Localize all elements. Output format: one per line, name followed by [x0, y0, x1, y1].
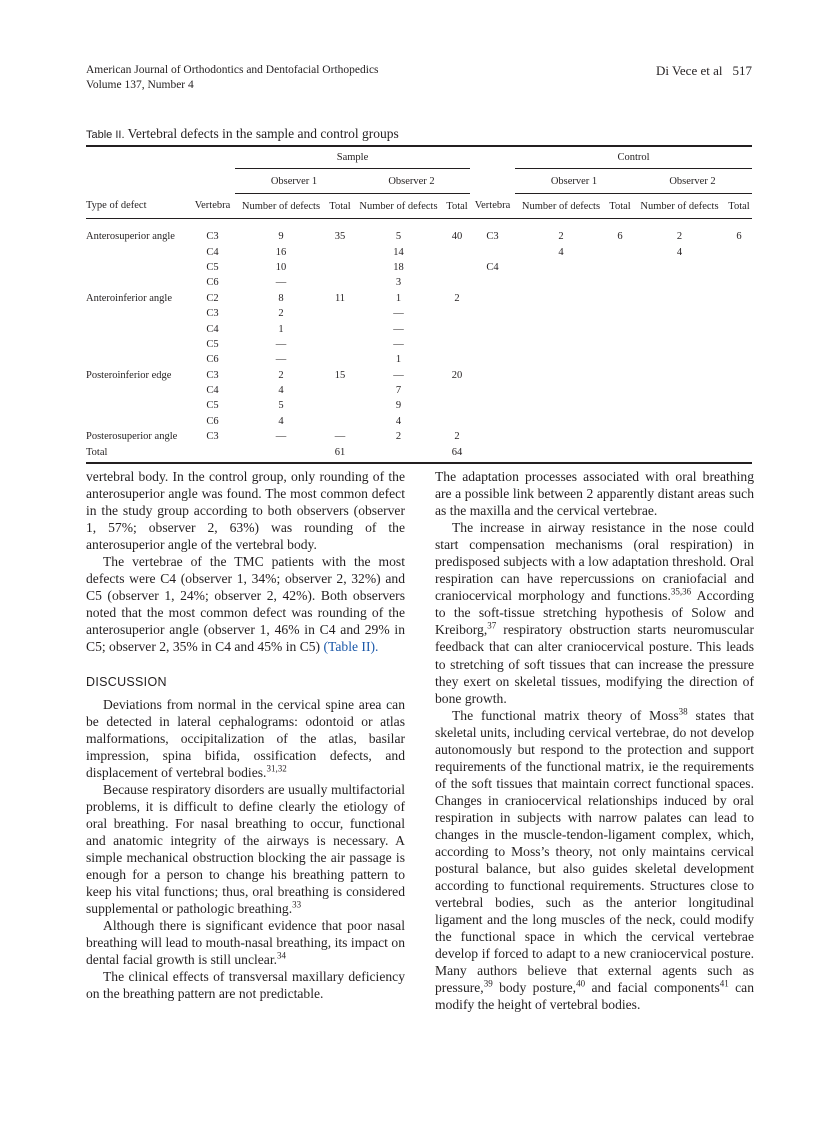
table-cell: — — [393, 369, 404, 381]
table-cell — [515, 368, 607, 383]
table-cell — [633, 321, 726, 336]
column-header-vertebra: Vertebra — [190, 194, 235, 219]
table-cell — [444, 352, 470, 367]
table-cell — [633, 368, 726, 383]
table-cell: 9 — [395, 400, 402, 412]
table-cell: Posterosuperior angle — [86, 431, 178, 443]
table-cell: — — [275, 338, 287, 350]
table-cell: — — [275, 431, 287, 443]
table-cell — [633, 291, 726, 306]
table-cell: C3 — [486, 231, 499, 243]
table-cell — [327, 244, 353, 259]
column-header-type: Type of defect — [86, 194, 190, 219]
control-observer-1-header: Observer 1 — [515, 169, 633, 194]
table-cell: 15 — [334, 369, 346, 381]
table-cell: C3 — [206, 369, 219, 381]
table-cell — [327, 398, 353, 413]
table-cell — [327, 275, 353, 290]
table-cell — [86, 398, 190, 413]
paragraph: Although there is significant evidence that poor nasal breathing will lead to mouth-nasal breathing, its impact on dental facial growth is still unclear.$^{34}$ — [86, 918, 405, 968]
table-cell — [86, 306, 190, 321]
table-cell: Anterosuperior angle — [86, 231, 175, 243]
table-cell: 14 — [393, 246, 404, 258]
table-cell — [607, 414, 633, 429]
column-header-total: Total — [726, 194, 752, 219]
table-label: Table II. — [86, 129, 125, 141]
table-cell: 61 — [327, 444, 353, 462]
right-text-column — [435, 468, 754, 1014]
table-row — [86, 414, 752, 429]
citation: 39 — [483, 978, 493, 989]
table-cell — [515, 275, 607, 290]
table-cell: Anteroinferior angle — [86, 292, 173, 304]
table-row — [86, 444, 752, 462]
table-row — [86, 321, 752, 336]
table-cell: C6 — [206, 415, 219, 427]
table-cell: C6 — [206, 354, 219, 366]
table-cell — [726, 337, 752, 352]
table-cell: — — [393, 308, 404, 320]
table-cell — [726, 383, 752, 398]
table-cell: 7 — [395, 385, 402, 397]
table-cell: 4 — [278, 385, 284, 397]
table-cell: 2 — [454, 431, 460, 443]
table-row — [86, 398, 752, 413]
table-row — [86, 337, 752, 352]
table-cell — [470, 275, 515, 290]
table-cell: 4 — [278, 415, 284, 427]
table-cell — [327, 260, 353, 275]
table-body — [86, 219, 752, 463]
citation: 35,36 — [670, 586, 692, 597]
control-observer-2-header: Observer 2 — [633, 169, 752, 194]
table-cell: 16 — [275, 246, 287, 258]
table-cell: 4 — [676, 246, 683, 258]
journal-title: American Journal of Orthodontics and Dentofacial Orthopedics — [86, 64, 379, 76]
group-header-sample: Sample — [235, 146, 470, 169]
table-cell — [444, 260, 470, 275]
table-cell — [470, 429, 515, 444]
column-header-total: Total — [444, 194, 470, 219]
table-cell — [607, 260, 633, 275]
table-cell — [515, 429, 607, 444]
table-cell — [444, 306, 470, 321]
table-cell — [86, 275, 190, 290]
table-cell — [515, 383, 607, 398]
paragraph: The increase in airway resistance in the nose could start compensation mechanisms (oral respiration) in predisposed subjects with a low adaptation threshold. Oral respiration can have repercussions on craniofacial and craniocervical morphology and functions.$^{35,36}$ According to the soft-tissue stretching hypothesis of Solow and Kreiborg,$^{37}$ respiratory obstruction starts neuromuscular feedback that can alter craniocervical posture. This leads to stretching of soft tissues that can increase the pressure they exert on skeletal tissues, modifying the direction of bone growth. — [435, 520, 754, 706]
table-cell: 2 — [278, 369, 284, 381]
table-cell — [86, 383, 190, 398]
column-header-vertebra: Vertebra — [470, 194, 515, 219]
table-cell — [470, 306, 515, 321]
table-cell: C4 — [206, 323, 219, 335]
table-cell: 2 — [454, 292, 460, 304]
table-cell: C4 — [206, 385, 219, 397]
column-header-number: Number of defects — [353, 194, 444, 219]
table-cell — [633, 429, 726, 444]
table-row — [86, 429, 752, 444]
table-cell: — — [334, 431, 346, 443]
table-row — [86, 219, 752, 245]
table-cell — [86, 321, 190, 336]
table-cell — [726, 275, 752, 290]
table-cell — [633, 398, 726, 413]
column-header-number: Number of defects — [235, 194, 327, 219]
table-cell — [515, 414, 607, 429]
table-cell: 1 — [278, 323, 284, 335]
table-cell: C4 — [206, 246, 219, 258]
table-cell — [726, 429, 752, 444]
table-cell — [444, 398, 470, 413]
table-cell: — — [275, 277, 287, 289]
table-row — [86, 244, 752, 259]
table-cell — [607, 321, 633, 336]
table-cell — [726, 244, 752, 259]
table-cell: C4 — [486, 261, 499, 273]
paragraph: Because respiratory disorders are usually multifactorial problems, it is difficult to define clearly the etiology of oral breathing. For nasal breathing to occur, functional and anatomic integrity of the airways is necessary. A simple mechanical obstruction blocking the air passage is enough for a person to change his breathing pattern to keep his vital functions; thus, oral breathing is considered supplemental or pathologic breathing.$^{33}$ — [86, 781, 405, 917]
table-cell — [607, 352, 633, 367]
table-cell: 20 — [451, 369, 463, 381]
table-cell: 8 — [278, 292, 284, 304]
table-cell — [726, 352, 752, 367]
table-row — [86, 260, 752, 275]
table-cell — [726, 398, 752, 413]
table-cell — [607, 337, 633, 352]
table-cell: 2 — [395, 431, 402, 443]
citation: 37 — [487, 620, 497, 631]
table-cell: — — [393, 323, 404, 335]
vertebral-defects-table — [86, 145, 752, 464]
table-cell: C5 — [206, 261, 219, 273]
table-title: Vertebral defects in the sample and control groups — [127, 126, 399, 141]
table-cell — [515, 306, 607, 321]
page-number: 517 — [732, 63, 752, 78]
table-cell — [607, 368, 633, 383]
table-row — [86, 306, 752, 321]
table-cell: Total — [86, 444, 190, 462]
table-cell — [633, 414, 726, 429]
table-cell — [607, 244, 633, 259]
table-cell — [470, 444, 515, 462]
table-cell — [353, 444, 444, 462]
table-cell — [470, 383, 515, 398]
table-cell: 18 — [393, 261, 404, 273]
running-header — [86, 63, 379, 93]
table-cell: 1 — [395, 354, 402, 366]
table-cell — [726, 306, 752, 321]
table-cell: C3 — [206, 231, 219, 243]
table-cell — [470, 352, 515, 367]
table-cell — [470, 414, 515, 429]
table-cell — [607, 291, 633, 306]
table-cell: C2 — [206, 292, 219, 304]
table-cell — [86, 414, 190, 429]
table-cell — [86, 352, 190, 367]
sample-observer-1-header: Observer 1 — [235, 169, 353, 194]
table-reference-link[interactable]: (Table II). — [323, 639, 379, 655]
sample-observer-2-header: Observer 2 — [353, 169, 470, 194]
citation: 33 — [292, 899, 302, 910]
table-cell — [444, 244, 470, 259]
table-row — [86, 383, 752, 398]
table-cell: C6 — [206, 277, 219, 289]
table-cell — [470, 321, 515, 336]
table-cell — [726, 260, 752, 275]
table-cell: 11 — [334, 292, 346, 304]
table-cell: 1 — [395, 292, 402, 304]
citation: 41 — [719, 978, 729, 989]
table-cell — [726, 414, 752, 429]
table-row — [86, 291, 752, 306]
column-header-number: Number of defects — [633, 194, 726, 219]
citation: 31,32 — [266, 763, 287, 774]
table-cell: C3 — [206, 431, 219, 443]
left-text-column — [86, 468, 405, 1002]
table-cell: 3 — [395, 277, 402, 289]
running-header-right — [656, 63, 752, 79]
table-cell — [515, 321, 607, 336]
table-cell — [470, 368, 515, 383]
column-header-number: Number of defects — [515, 194, 607, 219]
table-cell — [515, 398, 607, 413]
table-cell — [633, 337, 726, 352]
table-cell — [515, 291, 607, 306]
table-cell — [633, 444, 726, 462]
table-cell: — — [275, 354, 287, 366]
table-cell — [327, 337, 353, 352]
table-cell — [86, 260, 190, 275]
table-cell: 35 — [334, 231, 346, 243]
table-caption — [86, 126, 399, 142]
table-cell — [470, 244, 515, 259]
table-cell — [86, 244, 190, 259]
citation: 38 — [678, 706, 688, 717]
table-cell — [327, 352, 353, 367]
journal-volume: Volume 137, Number 4 — [86, 79, 194, 91]
group-header-control: Control — [515, 146, 752, 169]
authors: Di Vece et al — [655, 63, 723, 78]
table-cell — [515, 352, 607, 367]
table-cell: 9 — [278, 231, 284, 243]
table-cell — [444, 321, 470, 336]
table-cell — [327, 306, 353, 321]
paragraph: The functional matrix theory of Moss$^{38}$ states that skeletal units, including cervical vertebrae, do not develop autonomously but respond to the protection and support requirements of the functional matrix, ie the requirements of the soft tissues that maintain correct functional spaces. Changes in craniocervical relationships induced by oral respiration in subjects with narrow palates can lead to changes in the muscle-tendon-ligament complex, which, according to Moss’s theory, not only maintains cervical postural balance, but also guides skeletal development according to functional requirements. Structures close to vertebral bodies, such as the anterior longitudinal ligament and the long muscles of the neck, could modify the functional space in which the cervical vertebrae develop if forced to adapt to a new craniocervical posture. Many authors believe that external agents such as pressure,$^{39}$ body posture,$^{40}$ and facial components$^{41}$ can modify the height of vertebral bodies. — [435, 706, 754, 1013]
table-cell — [633, 352, 726, 367]
table-cell: 4 — [395, 415, 402, 427]
table-cell: C5 — [206, 400, 219, 412]
table-cell — [327, 383, 353, 398]
table-cell — [726, 321, 752, 336]
table-cell — [235, 444, 327, 462]
table-cell — [444, 414, 470, 429]
paragraph: vertebral body. In the control group, only rounding of the anterosuperior angle was found. The most common defect in the study group according to both observers (observer 1, 57%; observer 2, 63%) was rounding of the anterosuperior angle of the vertebral body. — [86, 469, 405, 553]
table-cell — [444, 383, 470, 398]
table-cell: 4 — [558, 246, 564, 258]
table-cell — [515, 444, 607, 462]
table-cell — [607, 383, 633, 398]
section-heading-discussion: DISCUSSION — [86, 674, 167, 689]
paragraph: Deviations from normal in the cervical spine area can be detected in lateral cephalograms: odontoid or atlas malformations, occipitalization of the atlas, basilar impression, spina bifida, ossification defects, and displacement of vertebral bodies.$^{31,32}$ — [86, 696, 405, 780]
table-cell — [515, 337, 607, 352]
table-cell — [327, 414, 353, 429]
paragraph: The clinical effects of transversal maxillary deficiency on the breathing pattern are not predictable. — [86, 969, 405, 1002]
table-cell — [607, 275, 633, 290]
table-cell — [607, 398, 633, 413]
table-cell — [190, 444, 235, 462]
table-cell: C3 — [206, 308, 219, 320]
table-cell — [470, 398, 515, 413]
citation: 40 — [576, 978, 586, 989]
table-cell — [607, 444, 633, 462]
column-header-total: Total — [607, 194, 633, 219]
table-cell — [633, 260, 726, 275]
table-cell: 6 — [617, 231, 623, 243]
table-cell: 2 — [278, 308, 284, 320]
paragraph: The adaptation processes associated with oral breathing are a possible link between 2 apparently distant areas such as the maxilla and the cervical vertebrae. — [435, 469, 754, 519]
table-cell: — — [393, 338, 404, 350]
table-cell — [327, 321, 353, 336]
table-cell: 5 — [395, 231, 402, 243]
table-cell: 64 — [444, 444, 470, 462]
table-cell: 6 — [736, 231, 742, 243]
table-cell — [633, 383, 726, 398]
table-cell: 2 — [558, 231, 564, 243]
table-row — [86, 352, 752, 367]
column-header-total: Total — [327, 194, 353, 219]
table-cell — [726, 444, 752, 462]
table-cell: 5 — [278, 400, 284, 412]
citation: 34 — [277, 950, 287, 961]
table-cell — [444, 275, 470, 290]
table-cell — [470, 337, 515, 352]
paragraph: The vertebrae of the TMC patients with the most defects were C4 (observer 1, 34%; observer 2, 32%) and C5 (observer 1, 24%; observer 2, 42%). Both observers noted that the most common defect was rounding of the anterosuperior angle (observer 1, 46% in C4 and 29% in C5; observer 2, 35% in C4 and 45% in C5) (Table II). — [86, 554, 405, 655]
table-cell — [607, 429, 633, 444]
table-cell — [86, 337, 190, 352]
table-cell: C5 — [206, 338, 219, 350]
table-cell — [633, 306, 726, 321]
table-cell — [726, 291, 752, 306]
table-cell: 2 — [676, 231, 683, 243]
table-row — [86, 368, 752, 383]
table-row — [86, 275, 752, 290]
table-cell — [470, 291, 515, 306]
table-cell — [607, 306, 633, 321]
table-cell — [515, 260, 607, 275]
table-cell: Posteroinferior edge — [86, 369, 172, 381]
table-cell — [726, 368, 752, 383]
table-cell: 40 — [451, 231, 463, 243]
table-cell: 10 — [275, 261, 287, 273]
table-cell — [633, 275, 726, 290]
table-cell — [444, 337, 470, 352]
